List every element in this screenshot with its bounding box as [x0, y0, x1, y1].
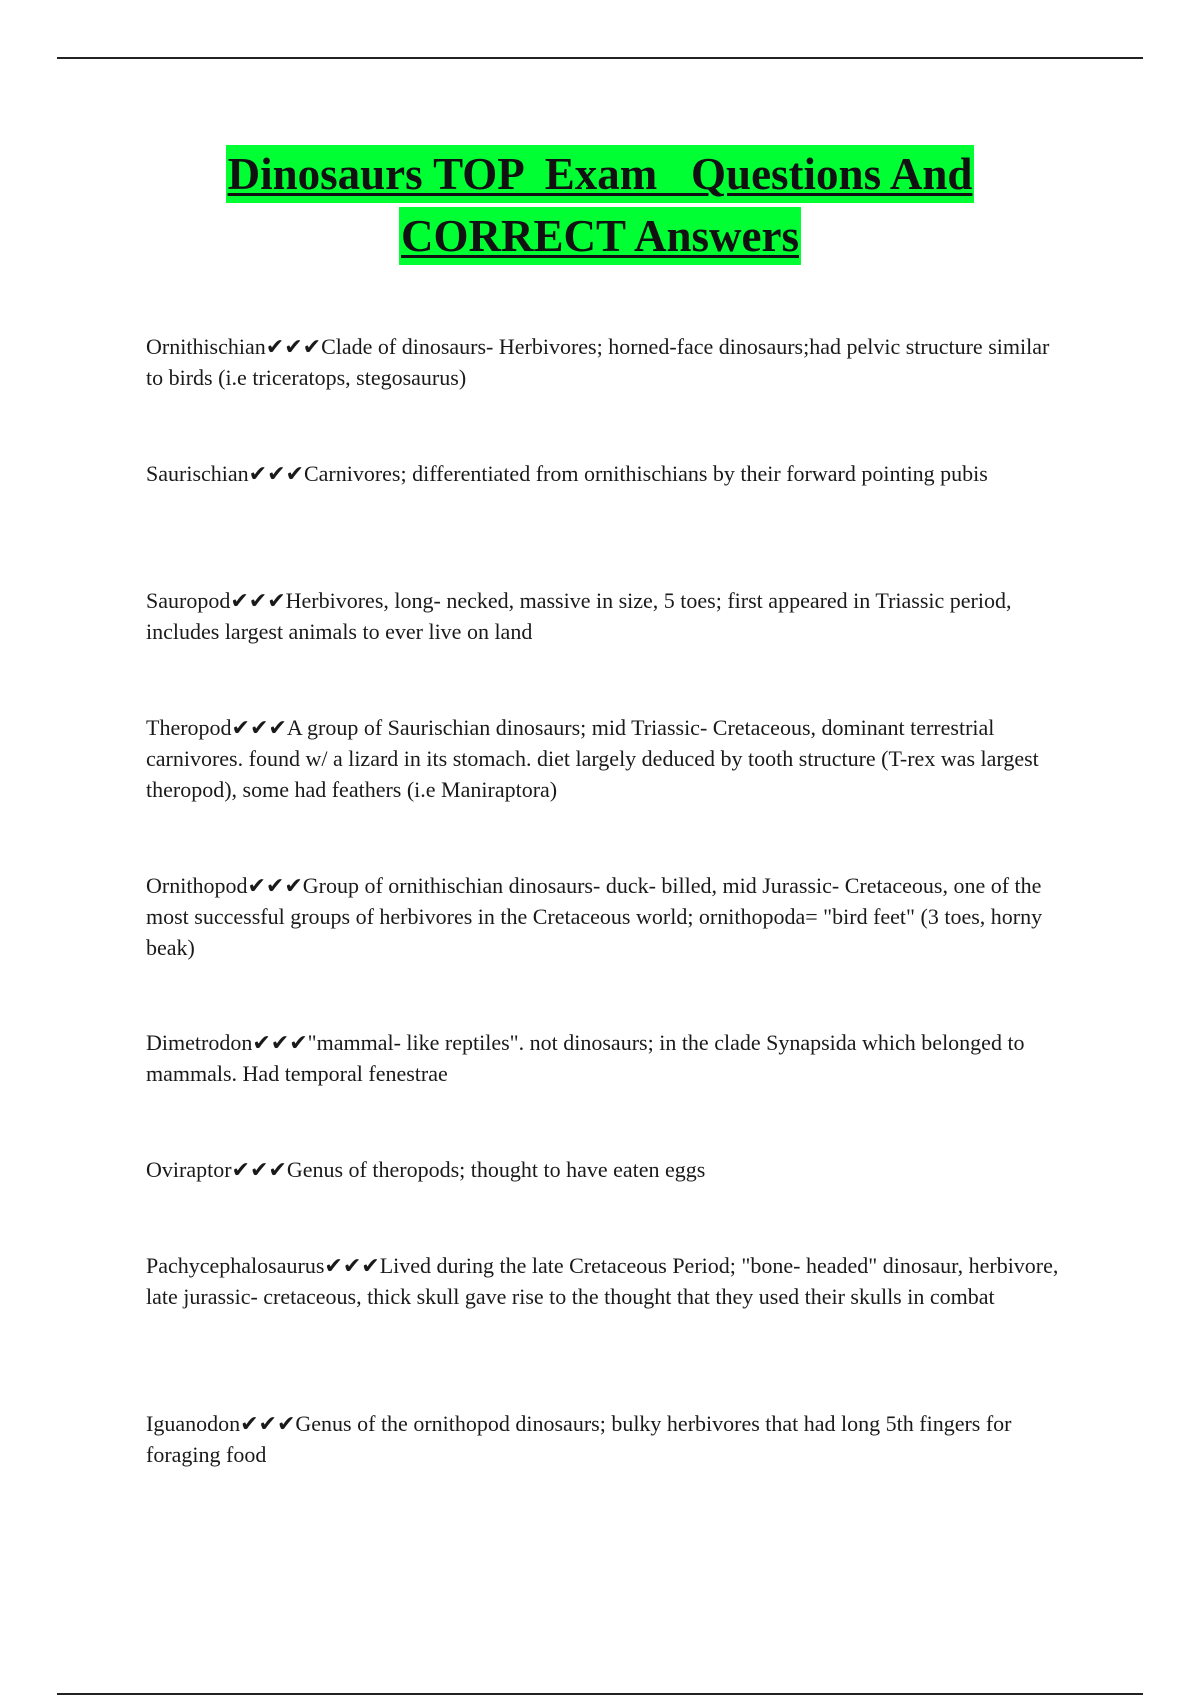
qa-item-ornithischian	[146, 331, 1066, 393]
qa-term: Pachycephalosaurus	[146, 1253, 325, 1278]
qa-item-iguanodon	[146, 1408, 1066, 1470]
qa-definition: Genus of theropods; thought to have eaten eggs	[286, 1157, 706, 1182]
qa-definition: Lived during the late Cretaceous Period; "bone- headed" dinosaur, herbivore, late jurassic- cretaceous, thick skull gave rise to the thought that they used their skulls in combat	[146, 1253, 1059, 1309]
qa-definition: Clade of dinosaurs- Herbivores; horned-face dinosaurs;had pelvic structure similar to birds (i.e triceratops, stegosaurus)	[146, 334, 1050, 390]
qa-item-pachycephalosaurus	[146, 1250, 1066, 1312]
qa-definition: Genus of the ornithopod dinosaurs; bulky herbivores that had long 5th fingers for foraging food	[146, 1411, 1012, 1467]
check-marks-icon: ✔✔✔	[247, 873, 303, 898]
check-marks-icon: ✔✔✔	[231, 715, 287, 740]
qa-term: Theropod	[146, 715, 232, 740]
qa-term: Saurischian	[146, 461, 249, 486]
qa-item-ornithopod	[146, 870, 1066, 963]
qa-term: Sauropod	[146, 588, 231, 613]
header-divider	[57, 57, 1143, 59]
footer-divider	[57, 1693, 1143, 1695]
qa-definition: Group of ornithischian dinosaurs- duck- billed, mid Jurassic- Cretaceous, one of the most successful groups of herbivores in the Cretaceous world; ornithopoda= "bird feet" (3 toes, horny beak)	[146, 873, 1043, 960]
check-marks-icon: ✔✔✔	[230, 588, 286, 613]
qa-term: Ornithopod	[146, 873, 248, 898]
qa-item-sauropod	[146, 585, 1066, 647]
qa-item-dimetrodon	[146, 1027, 1066, 1089]
qa-item-theropod	[146, 712, 1066, 805]
qa-term: Iguanodon	[146, 1411, 241, 1436]
page-title	[0, 143, 1200, 267]
qa-term: Ornithischian	[146, 334, 266, 359]
page-title-line-2: CORRECT Answers	[399, 207, 801, 265]
page-title-line-1: Dinosaurs TOP Exam Questions And	[226, 145, 975, 203]
qa-definition: "mammal- like reptiles". not dinosaurs; in the clade Synapsida which belonged to mammals. Had temporal fenestrae	[146, 1030, 1025, 1086]
check-marks-icon: ✔✔✔	[324, 1253, 380, 1278]
qa-item-saurischian	[146, 458, 1066, 489]
qa-item-oviraptor	[146, 1154, 1066, 1185]
check-marks-icon: ✔✔✔	[265, 334, 322, 359]
check-marks-icon: ✔✔✔	[252, 1030, 308, 1055]
qa-definition: Carnivores; differentiated from ornithischians by their forward pointing pubis	[303, 461, 988, 486]
check-marks-icon: ✔✔✔	[240, 1411, 296, 1436]
qa-definition: Herbivores, long- necked, massive in size, 5 toes; first appeared in Triassic period, includes largest animals to ever live on land	[146, 588, 1012, 644]
qa-term: Oviraptor	[146, 1157, 232, 1182]
check-marks-icon: ✔✔✔	[248, 461, 304, 486]
qa-definition: A group of Saurischian dinosaurs; mid Triassic- Cretaceous, dominant terrestrial carnivores. found w/ a lizard in its stomach. diet largely deduced by tooth structure (T-rex was largest theropod), some had feathers (i.e Maniraptora)	[146, 715, 1039, 802]
qa-term: Dimetrodon	[146, 1030, 253, 1055]
check-marks-icon: ✔✔✔	[231, 1157, 287, 1182]
